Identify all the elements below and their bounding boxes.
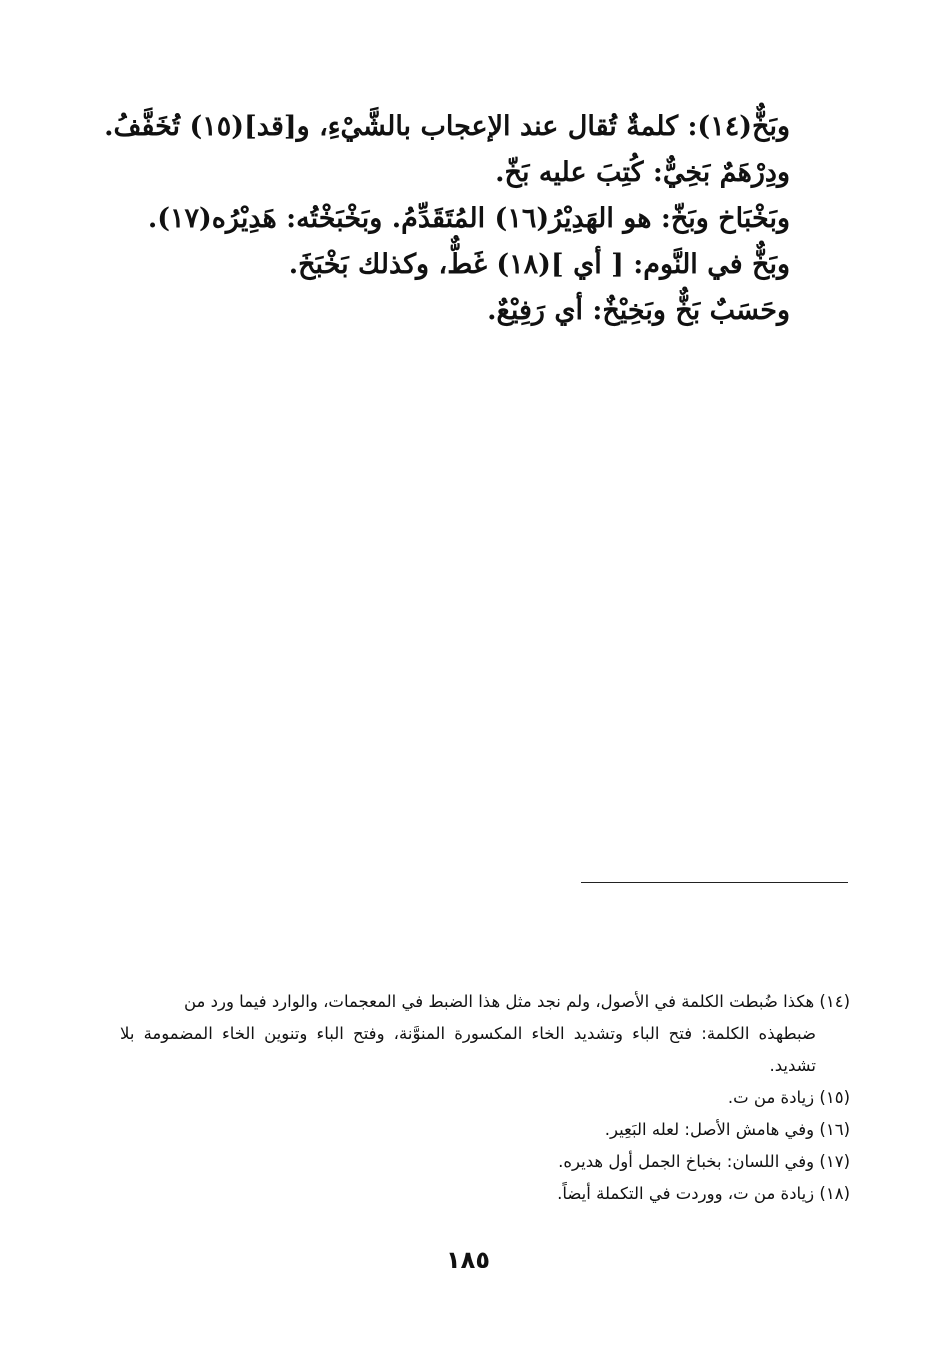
main-line: ودِرْهَمٌ بَخِيٌّ: كُتِبَ عليه بَخّ. <box>495 157 790 188</box>
footnote-17: (١٧) وفي اللسان: بخباخ الجمل أول هديره. <box>558 1152 850 1171</box>
footnotes-block <box>120 986 850 1210</box>
main-text-block <box>104 104 790 334</box>
main-line: وبَخٌّ في النَّوم: [ أي ](١٨) غَطٌّ، وكذلك بَخْبَخَ. <box>288 249 790 280</box>
footnote-separator <box>581 882 848 883</box>
main-line: وحَسَبٌ بَخٌّ وبَخِيْخٌ: أي رَفِيْعٌ. <box>487 295 790 326</box>
main-line: وبَخٌّ(١٤): كلمةٌ تُقال عند الإعجاب بالشَّيْءِ، و[قد](١٥) تُخَفَّفُ. <box>104 111 790 142</box>
footnote-15: (١٥) زيادة من ت. <box>727 1088 850 1107</box>
footnote-14-first-line: (١٤) هكذا ضُبطت الكلمة في الأصول، ولم نجد مثل هذا الضبط في المعجمات، والوارد فيما ورد من <box>183 992 850 1011</box>
page-number: ١٨٥ <box>446 1246 490 1274</box>
footnote-18: (١٨) زيادة من ت، ووردت في التكملة أيضاً. <box>557 1184 850 1203</box>
footnote-16: (١٦) وفي هامش الأصل: لعله البَعِير. <box>604 1120 850 1139</box>
main-line: وبَخْبَاخ وبَخّ: هو الهَدِيْرُ(١٦) المُتَقَدِّمُ. وبَخْبَخْتُه: هَدِيْرُه(١٧). <box>147 203 790 234</box>
footnote-14-continuation: ضبطهذه الكلمة: فتح الباء وتشديد الخاء المكسورة المنوَّنة، وفتح الباء وتنوين الخاء المضمومة بلا تشديد. <box>120 1024 816 1075</box>
footnote-14 <box>120 986 850 1082</box>
